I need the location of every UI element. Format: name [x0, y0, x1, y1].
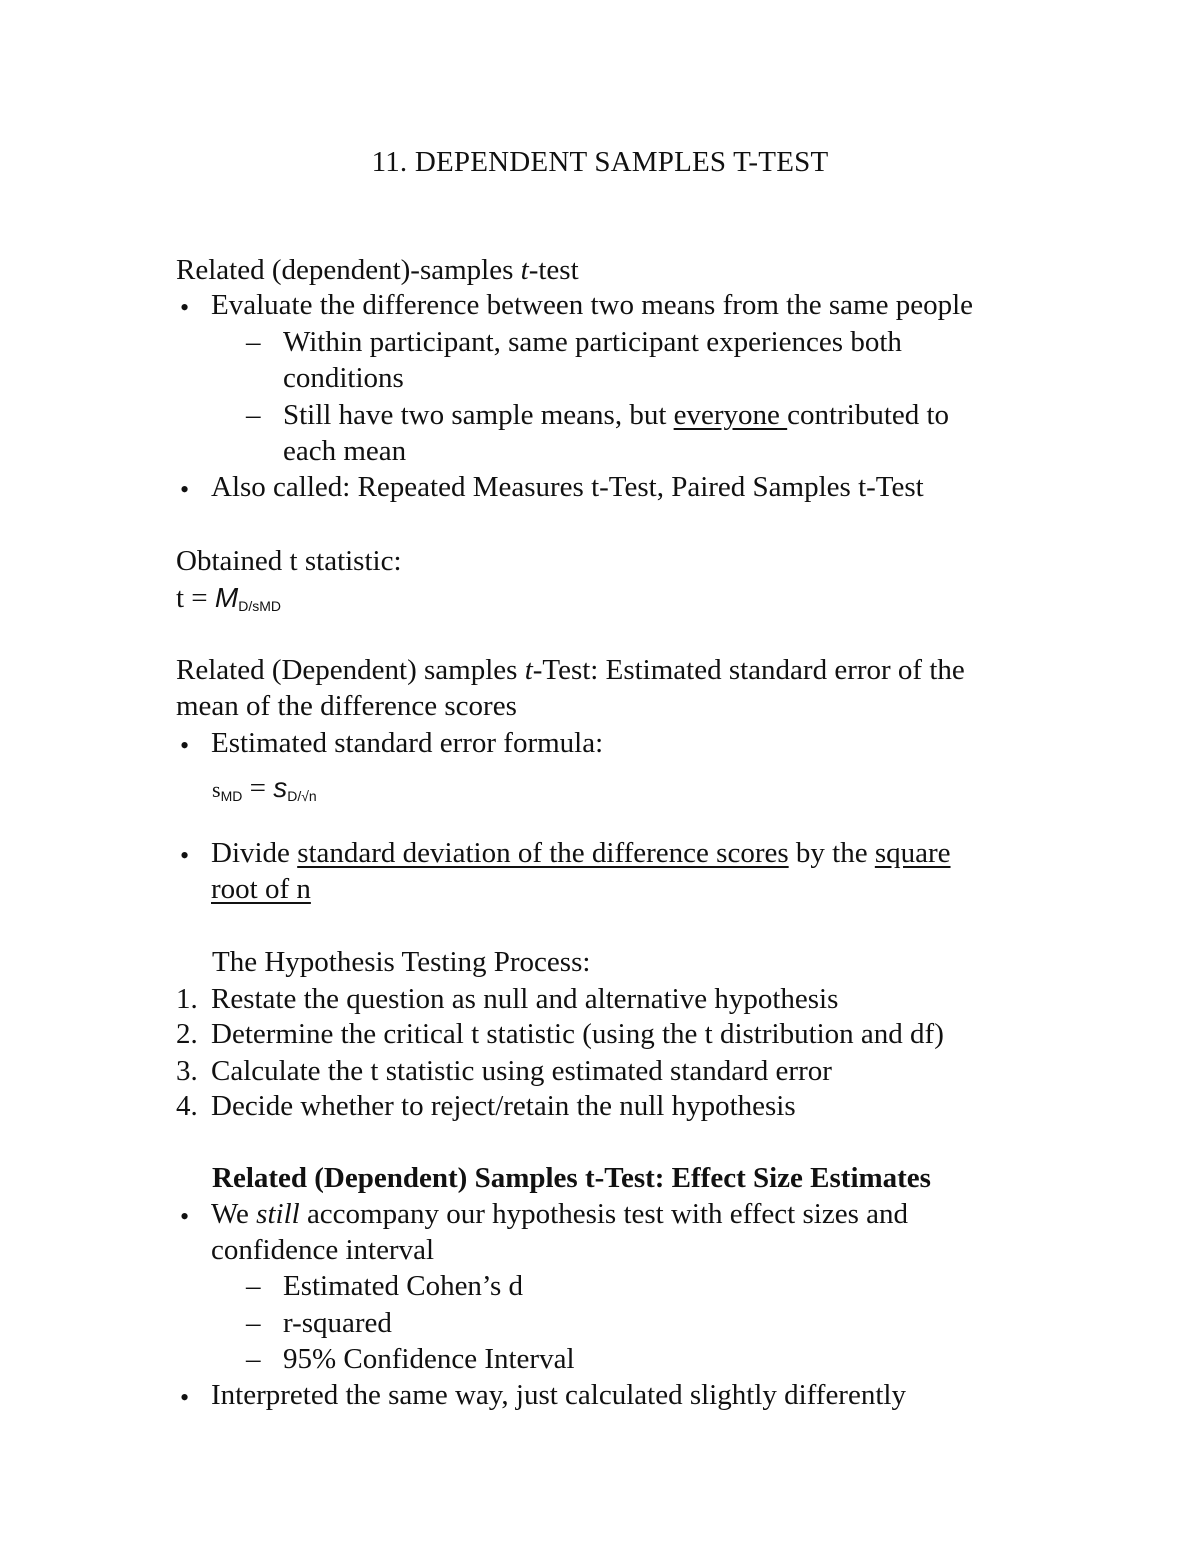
sub-bullet-text: r-squared	[283, 1307, 392, 1339]
heading-italic-t: t	[520, 254, 529, 286]
italic-text: still	[256, 1198, 300, 1230]
sub-bullet-text	[283, 397, 949, 433]
list-number: 1.	[176, 983, 198, 1015]
sub-bullet-text: 95% Confidence Interval	[283, 1343, 575, 1375]
bullet-glyph: •	[180, 1383, 190, 1412]
formula-subscript: MD	[220, 788, 243, 804]
dash-glyph: –	[246, 399, 261, 431]
bullet-text: Estimated standard error formula:	[211, 727, 604, 759]
dash-glyph: –	[246, 326, 261, 358]
list-number: 4.	[176, 1090, 198, 1122]
hypothesis-process-heading: The Hypothesis Testing Process:	[212, 946, 591, 978]
formula-s-italic: s	[273, 772, 288, 803]
sub-bullet-text-cont: conditions	[283, 362, 404, 394]
list-number: 2.	[176, 1018, 198, 1050]
t-formula	[176, 580, 281, 624]
dash-glyph: –	[246, 1270, 261, 1302]
bullet-glyph: •	[180, 731, 190, 760]
bullet-text-cont	[211, 871, 311, 907]
bullet-text: Interpreted the same way, just calculated slightly differently	[211, 1379, 906, 1411]
list-item: Determine the critical t statistic (using the t distribution and df)	[211, 1018, 944, 1050]
heading-text-suffix: -Test: Estimated standard error of the	[532, 654, 965, 686]
page-title: 11. DEPENDENT SAMPLES T-TEST	[371, 146, 829, 178]
section-heading-related-samples	[176, 252, 579, 288]
heading-text-suffix: -test	[528, 254, 579, 286]
underlined-text: square	[874, 837, 951, 869]
obtained-t-label: Obtained t statistic:	[176, 545, 402, 577]
formula-text: t =	[176, 582, 215, 614]
bullet-text-cont: confidence interval	[211, 1234, 435, 1266]
underlined-text: root of n	[211, 873, 311, 905]
section-heading-standard-error	[176, 652, 965, 688]
bullet-text: Evaluate the difference between two means from the same people	[211, 289, 974, 321]
sub-bullet-text: Estimated Cohen’s d	[283, 1270, 524, 1302]
text-run: contributed to	[787, 399, 950, 431]
text-run: accompany our hypothesis test with effect sizes and	[299, 1198, 908, 1230]
heading-text: Related (dependent)-samples	[176, 254, 521, 286]
bullet-text: Also called: Repeated Measures t-Test, Paired Samples t-Test	[211, 471, 924, 503]
effect-size-heading: Related (Dependent) Samples t-Test: Effect Size Estimates	[212, 1162, 931, 1194]
formula-subscript: D/√n	[287, 788, 317, 804]
standard-error-formula	[212, 770, 317, 814]
heading-text: Related (Dependent) samples	[176, 654, 525, 686]
formula-s: s	[212, 777, 221, 802]
list-item: Restate the question as null and alternative hypothesis	[211, 983, 839, 1015]
sub-bullet-text: Within participant, same participant experiences both	[283, 326, 902, 358]
underlined-text: everyone	[673, 399, 788, 431]
text-run: We	[211, 1198, 257, 1230]
formula-subscript: D/sMD	[238, 598, 282, 614]
text-run: by the	[788, 837, 875, 869]
bullet-glyph: •	[180, 475, 190, 504]
sub-bullet-text-cont: each mean	[283, 435, 407, 467]
bullet-glyph: •	[180, 841, 190, 870]
formula-m: M	[214, 582, 239, 613]
underlined-text: standard deviation of the difference scores	[297, 837, 789, 869]
list-number: 3.	[176, 1055, 198, 1087]
bullet-text	[211, 835, 951, 871]
heading-italic-t: t	[524, 654, 533, 686]
bullet-glyph: •	[180, 1202, 190, 1231]
dash-glyph: –	[246, 1307, 261, 1339]
bullet-glyph: •	[180, 293, 190, 322]
dash-glyph: –	[246, 1343, 261, 1375]
text-run: Still have two sample means, but	[283, 399, 674, 431]
section-heading-line2: mean of the difference scores	[176, 690, 517, 722]
list-item: Calculate the t statistic using estimated standard error	[211, 1055, 832, 1087]
text-run: Divide	[211, 837, 298, 869]
formula-equals: =	[242, 772, 274, 804]
bullet-text	[211, 1196, 908, 1232]
list-item: Decide whether to reject/retain the null hypothesis	[211, 1090, 796, 1122]
